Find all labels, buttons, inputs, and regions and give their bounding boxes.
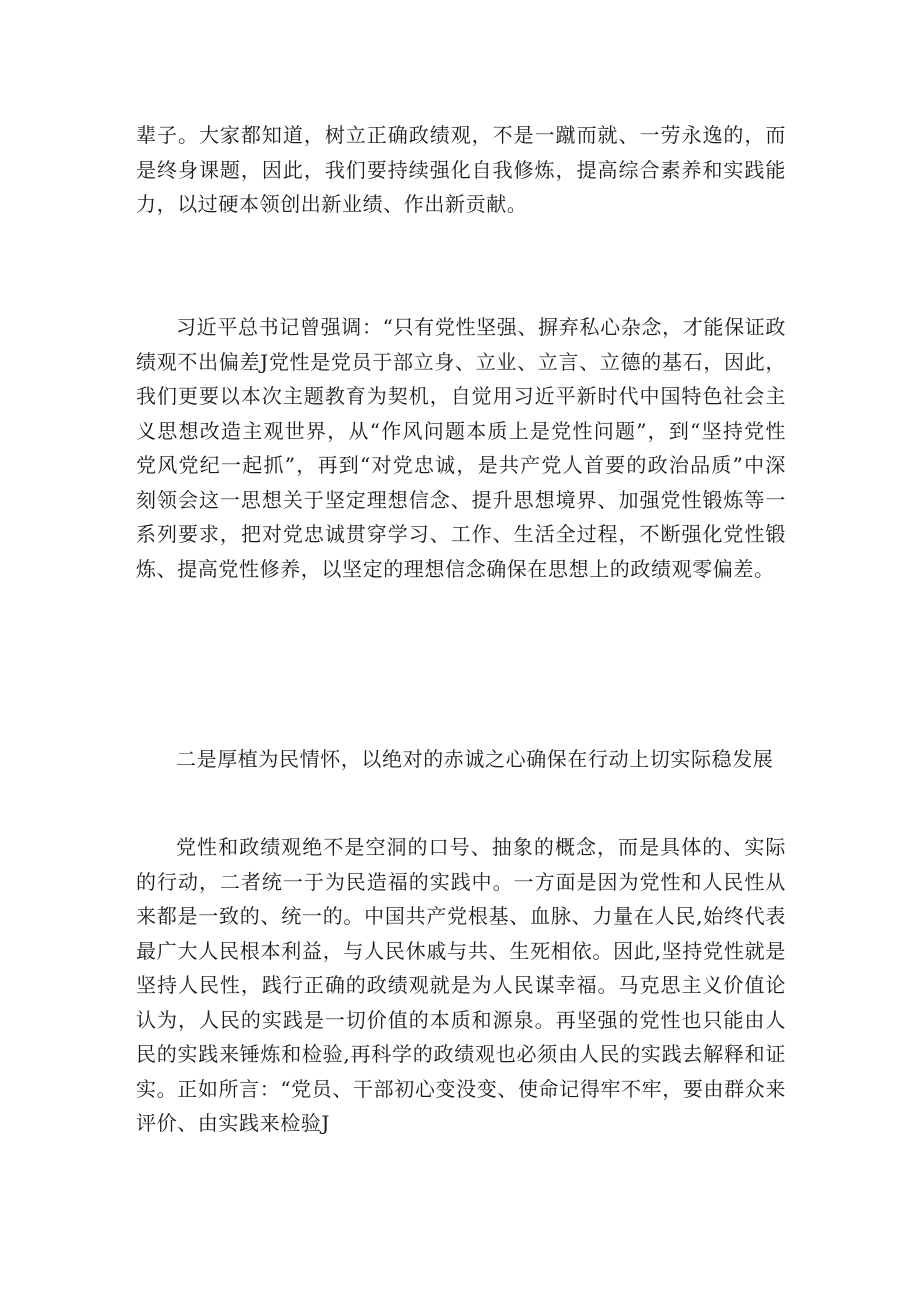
paragraph-party-spirit: 习近平总书记曾强调：“只有党性坚强、摒弃私心杂念，才能保证政绩观不出偏差J党性是党员于部立身、立业、立言、立德的基石，因此，我们更要以本次主题教育为契机，自觉用习近平新时代中国特色社会主义思想改造主观世界，从“作风问题本质上是党性问题”，到“坚持党性党风党纪一起抓”，再到“对党忠诚，是共产党人首要的政治品质”中深刻领会这一思想关于坚定理想信念、提升思想境界、加强党性锻炼等一系列要求，把对党忠诚贯穿学习、工作、生活全过程，不断强化党性锻炼、提高党性修养，以坚定的理想信念确保在思想上的政绩观零偏差。 — [136, 315, 786, 581]
section-heading: 二是厚植为民情怀，以绝对的赤诚之心确保在行动上切实际稳发展 — [176, 747, 774, 771]
paragraph-continuation: 辈子。大家都知道，树立正确政绩观，不是一蹴而就、一劳永逸的，而是终身课题，因此，我们要持续强化自我修炼，提高综合素养和实践能力，以过硬本领创出新业绩、作出新贡献。 — [136, 123, 786, 216]
paragraph-people-practice: 党性和政绩观绝不是空洞的口号、抽象的概念，而是具体的、实际的行动，二者统一于为民造福的实践中。一方面是因为党性和人民性从来都是一致的、统一的。中国共产党根基、血脉、力量在人民,始终代表最广大人民根本利益，与人民休戚与共、生死相依。因此,坚持党性就是坚持人民性，践行正确的政绩观就是为人民谋幸福。马克思主义价值论认为，人民的实践是一切价值的本质和源泉。再坚强的党性也只能由人民的实践来锤炼和检验,再科学的政绩观也必须由人民的实践去解释和证实。正如所言：“党员、干部初心变没变、使命记得牢不牢，要由群众来评价、由实践来检验J — [136, 835, 786, 1135]
